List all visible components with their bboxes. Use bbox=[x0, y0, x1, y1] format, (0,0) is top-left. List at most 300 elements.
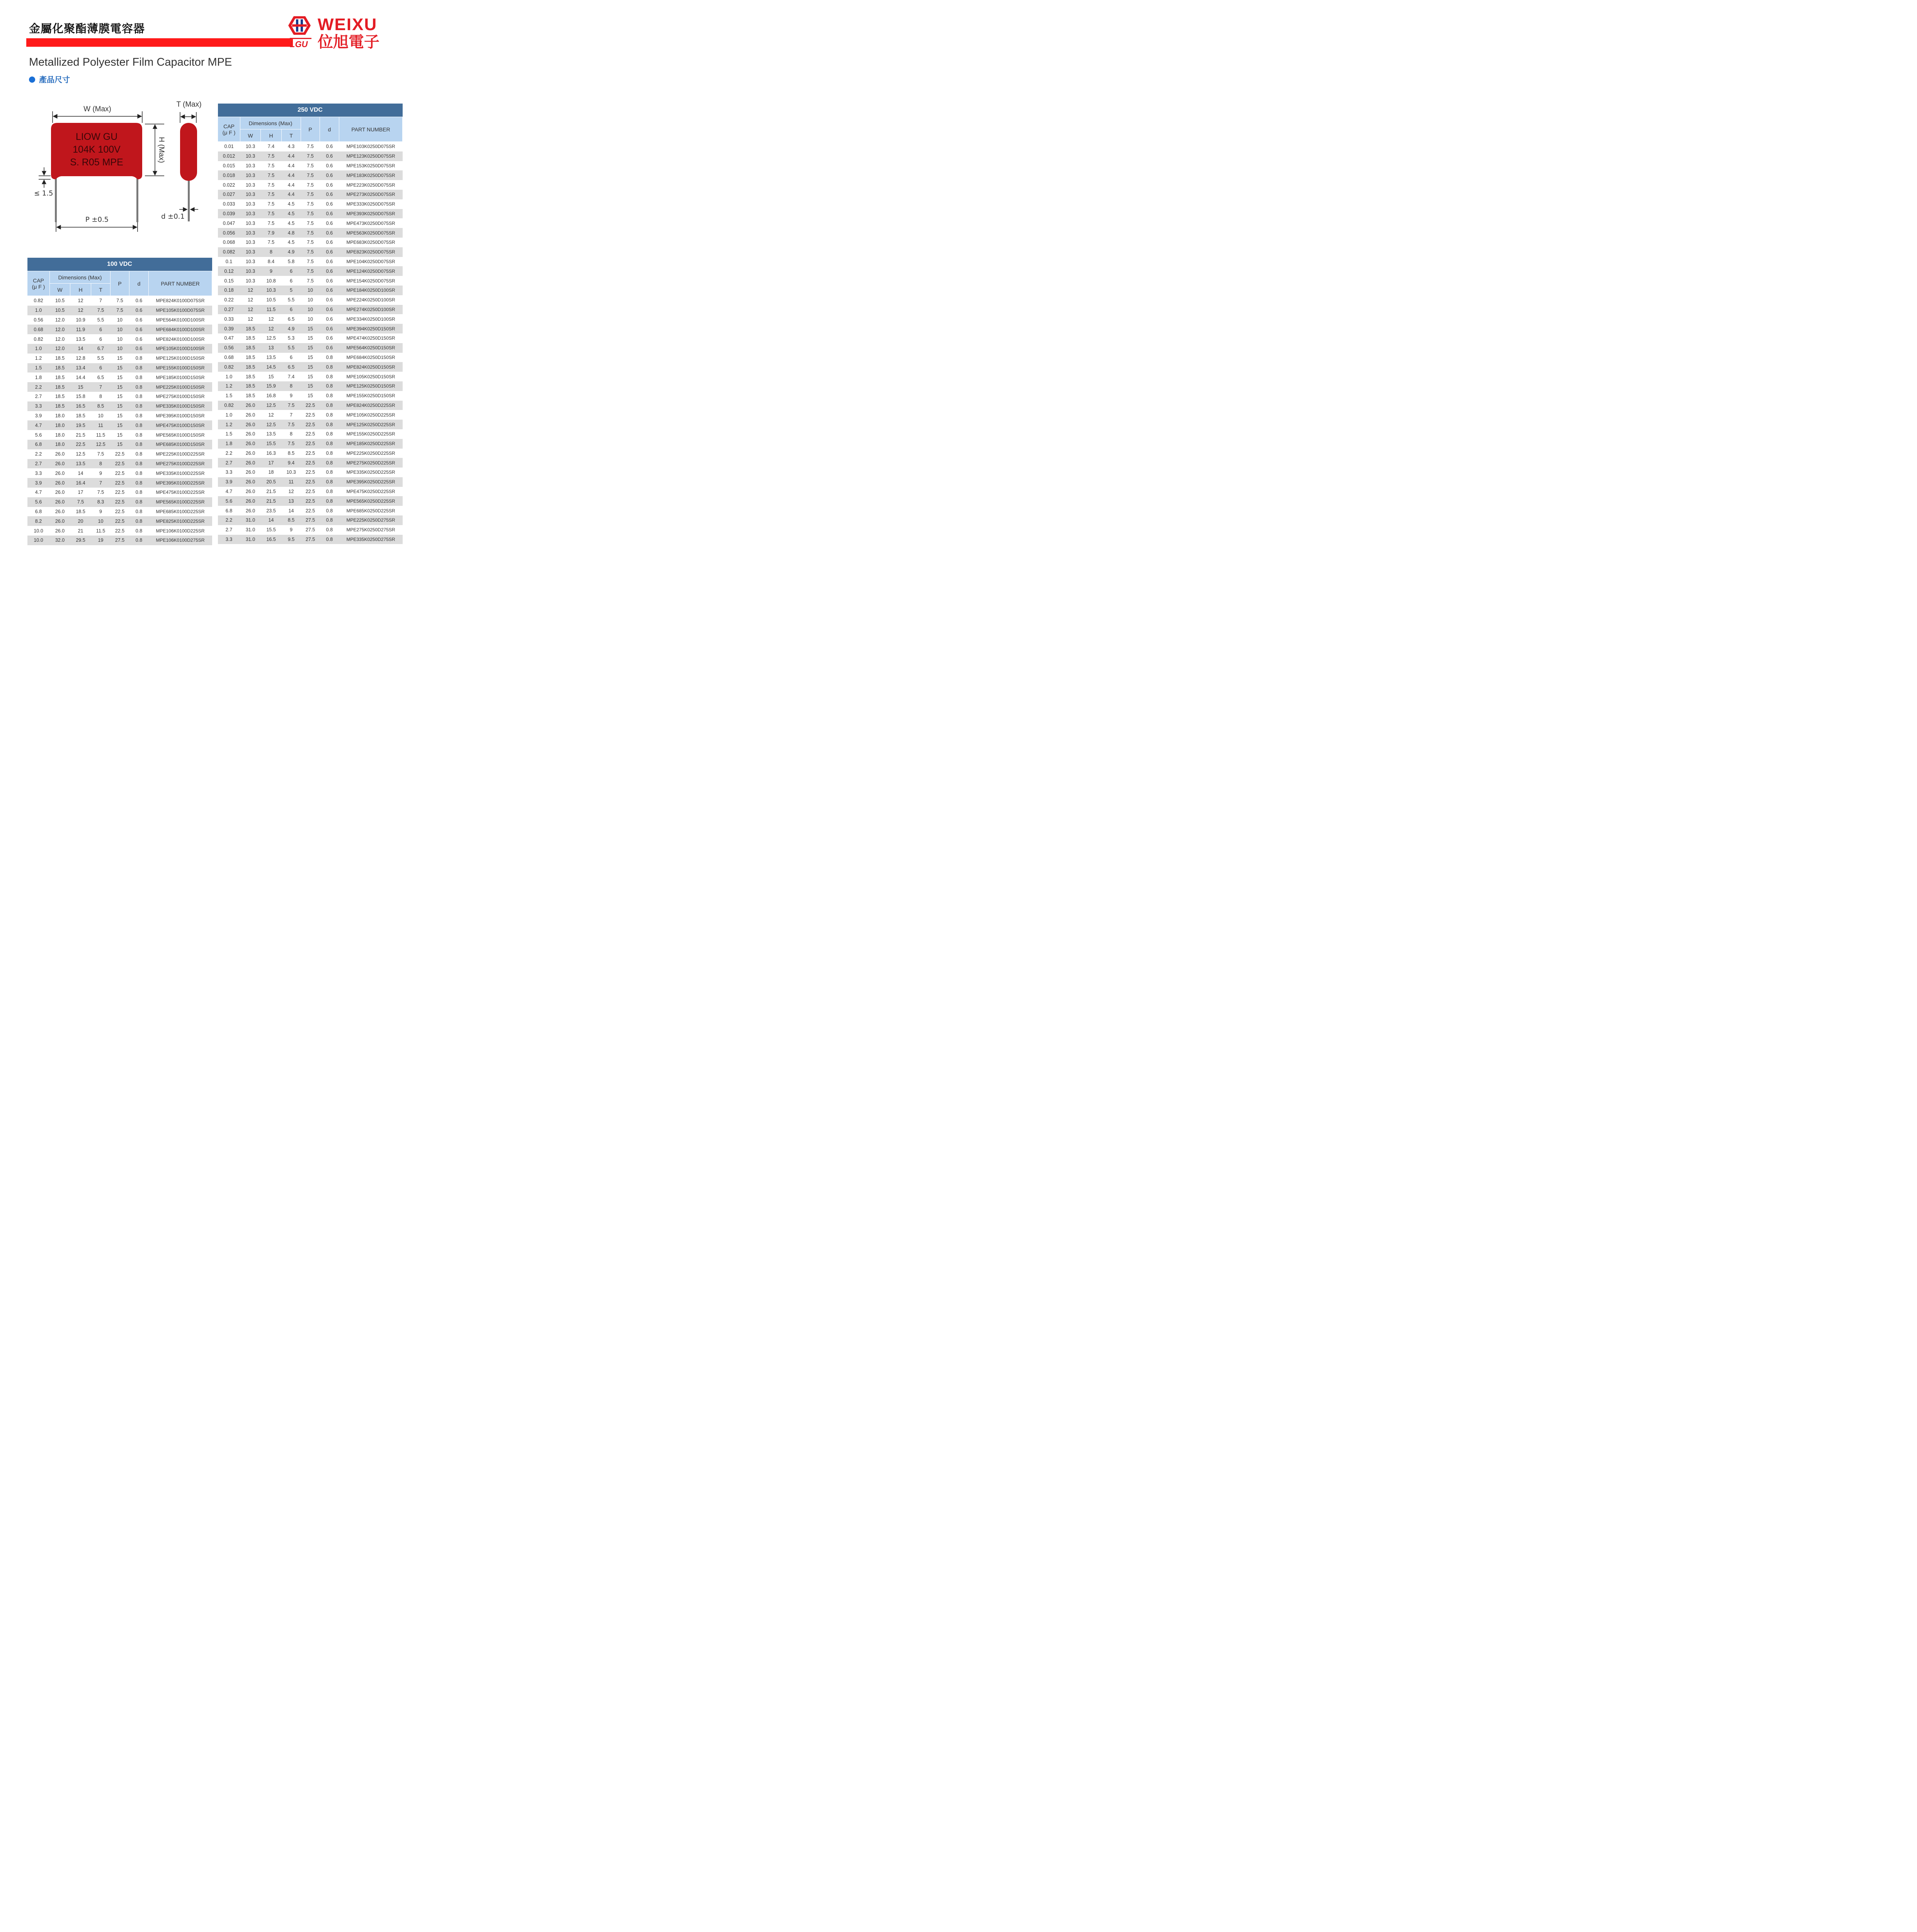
cell-d: 0.6 bbox=[320, 228, 339, 238]
cell-p: 27.5 bbox=[301, 525, 320, 535]
table-row bbox=[218, 420, 403, 429]
cell-cap: 1.2 bbox=[218, 420, 240, 429]
cell-t: 6 bbox=[282, 305, 301, 315]
table-row bbox=[218, 305, 403, 315]
cell-cap: 0.15 bbox=[218, 276, 240, 286]
cell-p: 15 bbox=[111, 440, 129, 449]
cell-d: 0.6 bbox=[320, 161, 339, 171]
cell-cap: 1.0 bbox=[218, 372, 240, 381]
cell-part-number: MPE564K0100D100SR bbox=[149, 315, 212, 325]
cell-t: 6.7 bbox=[91, 344, 111, 354]
cell-w: 12.0 bbox=[50, 315, 70, 325]
cell-h: 10.3 bbox=[261, 286, 282, 295]
capacitor-dimension-diagram bbox=[23, 97, 216, 243]
cell-d: 0.6 bbox=[320, 276, 339, 286]
cell-t: 9 bbox=[282, 525, 301, 535]
cell-p: 15 bbox=[301, 372, 320, 381]
cell-part-number: MPE155K0100D150SR bbox=[149, 363, 212, 373]
cell-h: 18.5 bbox=[70, 507, 91, 517]
cell-d: 0.6 bbox=[320, 314, 339, 324]
col-t: T bbox=[282, 129, 301, 142]
cell-part-number: MPE273K0250D075SR bbox=[339, 190, 403, 199]
body-line-3: S. R05 MPE bbox=[70, 157, 123, 168]
cell-d: 0.8 bbox=[129, 354, 149, 363]
cell-h: 13.4 bbox=[70, 363, 91, 373]
brand-cn: 位旭電子 bbox=[318, 33, 379, 49]
cell-t: 5.5 bbox=[282, 295, 301, 305]
col-p: P bbox=[301, 117, 320, 142]
cell-p: 7.5 bbox=[301, 170, 320, 180]
cell-d: 0.8 bbox=[129, 536, 149, 545]
table-row bbox=[27, 401, 212, 411]
cell-d: 0.6 bbox=[320, 199, 339, 209]
cell-w: 18.5 bbox=[240, 391, 261, 401]
cell-w: 18.5 bbox=[50, 392, 70, 401]
cell-w: 10.5 bbox=[50, 306, 70, 315]
cell-cap: 0.82 bbox=[27, 334, 50, 344]
cell-h: 16.4 bbox=[70, 478, 91, 488]
cell-h: 13.5 bbox=[70, 459, 91, 469]
weixu-logo bbox=[287, 14, 405, 49]
cell-p: 10 bbox=[301, 295, 320, 305]
cell-p: 15 bbox=[111, 411, 129, 421]
cell-t: 7 bbox=[91, 478, 111, 488]
cell-cap: 0.33 bbox=[218, 314, 240, 324]
cell-part-number: MPE103K0250D075SR bbox=[339, 142, 403, 151]
cell-t: 8.5 bbox=[91, 401, 111, 411]
cell-w: 10.3 bbox=[240, 266, 261, 276]
cell-w: 26.0 bbox=[240, 410, 261, 420]
cell-cap: 1.5 bbox=[218, 429, 240, 439]
cell-cap: 0.68 bbox=[27, 325, 50, 334]
cell-part-number: MPE474K0250D150SR bbox=[339, 333, 403, 343]
cell-h: 29.5 bbox=[70, 536, 91, 545]
cell-d: 0.8 bbox=[129, 488, 149, 497]
cell-cap: 0.1 bbox=[218, 257, 240, 267]
cell-d: 0.8 bbox=[320, 362, 339, 372]
cell-p: 15 bbox=[111, 401, 129, 411]
cell-h: 15.5 bbox=[261, 525, 282, 535]
cell-cap: 6.8 bbox=[27, 440, 50, 449]
cell-cap: 5.6 bbox=[218, 496, 240, 506]
cell-d: 0.8 bbox=[320, 535, 339, 544]
table-row bbox=[218, 410, 403, 420]
table-row bbox=[218, 142, 403, 151]
cell-d: 0.8 bbox=[129, 392, 149, 401]
cell-h: 16.5 bbox=[261, 535, 282, 544]
cell-t: 4.5 bbox=[282, 218, 301, 228]
table-title: 100 VDC bbox=[27, 258, 212, 271]
table-row bbox=[218, 209, 403, 219]
cell-t: 4.4 bbox=[282, 151, 301, 161]
table-row bbox=[218, 362, 403, 372]
cell-t: 4.9 bbox=[282, 324, 301, 333]
cell-part-number: MPE824K0100D075SR bbox=[149, 296, 212, 306]
cell-h: 7.5 bbox=[261, 161, 282, 171]
bullet-icon bbox=[29, 77, 35, 83]
cell-cap: 6.8 bbox=[27, 507, 50, 517]
cell-w: 10.5 bbox=[50, 296, 70, 306]
cell-t: 6 bbox=[91, 334, 111, 344]
cell-t: 6 bbox=[91, 363, 111, 373]
cell-h: 20 bbox=[70, 516, 91, 526]
cell-part-number: MPE155K0250D225SR bbox=[339, 429, 403, 439]
cell-part-number: MPE684K0100D100SR bbox=[149, 325, 212, 334]
cell-h: 13.5 bbox=[261, 353, 282, 362]
cell-cap: 3.3 bbox=[27, 468, 50, 478]
cell-w: 12.0 bbox=[50, 344, 70, 354]
cell-w: 26.0 bbox=[50, 468, 70, 478]
cell-d: 0.6 bbox=[320, 286, 339, 295]
cell-t: 5.8 bbox=[282, 257, 301, 267]
cell-t: 11 bbox=[282, 477, 301, 487]
cell-d: 0.8 bbox=[129, 401, 149, 411]
cell-d: 0.6 bbox=[129, 306, 149, 315]
table-row bbox=[27, 363, 212, 373]
cell-cap: 4.7 bbox=[27, 420, 50, 430]
cell-w: 10.3 bbox=[240, 161, 261, 171]
cell-t: 4.5 bbox=[282, 209, 301, 219]
table-row bbox=[218, 515, 403, 525]
cell-d: 0.8 bbox=[129, 507, 149, 517]
cell-w: 18.5 bbox=[240, 372, 261, 381]
cell-part-number: MPE105K0250D225SR bbox=[339, 410, 403, 420]
cell-p: 7.5 bbox=[301, 199, 320, 209]
cell-d: 0.8 bbox=[320, 391, 339, 401]
cell-cap: 1.8 bbox=[27, 372, 50, 382]
table-row bbox=[218, 477, 403, 487]
cell-part-number: MPE564K0250D150SR bbox=[339, 343, 403, 353]
cell-d: 0.8 bbox=[129, 516, 149, 526]
cell-part-number: MPE335K0100D225SR bbox=[149, 468, 212, 478]
cell-h: 11.9 bbox=[70, 325, 91, 334]
label-lead: ≤ 1.5 bbox=[34, 189, 53, 197]
table-row bbox=[218, 439, 403, 449]
cell-cap: 2.7 bbox=[218, 458, 240, 468]
cell-p: 15 bbox=[111, 354, 129, 363]
cell-t: 4.4 bbox=[282, 180, 301, 190]
table-row bbox=[27, 430, 212, 440]
col-dimensions: Dimensions (Max) bbox=[50, 271, 111, 284]
cell-h: 12 bbox=[261, 324, 282, 333]
cell-d: 0.8 bbox=[320, 420, 339, 429]
table-row bbox=[218, 314, 403, 324]
cell-part-number: MPE393K0250D075SR bbox=[339, 209, 403, 219]
table-row bbox=[27, 372, 212, 382]
cell-t: 6.5 bbox=[282, 314, 301, 324]
cell-w: 10.3 bbox=[240, 151, 261, 161]
col-w: W bbox=[50, 284, 70, 296]
cell-d: 0.6 bbox=[320, 333, 339, 343]
cell-part-number: MPE125K0250D225SR bbox=[339, 420, 403, 429]
label-p: P ±0.5 bbox=[85, 216, 109, 224]
label-d: d ±0.1 bbox=[161, 213, 185, 221]
cell-d: 0.6 bbox=[320, 257, 339, 267]
cell-p: 22.5 bbox=[301, 420, 320, 429]
cell-d: 0.8 bbox=[320, 372, 339, 381]
cell-part-number: MPE106K0100D225SR bbox=[149, 526, 212, 536]
cell-h: 12 bbox=[70, 296, 91, 306]
document-title: Metallized Polyester Film Capacitor MPE bbox=[29, 56, 232, 68]
cell-d: 0.8 bbox=[129, 420, 149, 430]
cell-p: 7.5 bbox=[111, 306, 129, 315]
table-row bbox=[218, 199, 403, 209]
cell-h: 14 bbox=[70, 468, 91, 478]
table-row bbox=[27, 478, 212, 488]
cell-h: 12.5 bbox=[261, 333, 282, 343]
cell-part-number: MPE394K0250D150SR bbox=[339, 324, 403, 333]
cell-p: 22.5 bbox=[111, 507, 129, 517]
cell-part-number: MPE105K0100D075SR bbox=[149, 306, 212, 315]
cell-t: 10 bbox=[91, 516, 111, 526]
cell-h: 14 bbox=[261, 515, 282, 525]
cell-cap: 1.8 bbox=[218, 439, 240, 449]
cell-h: 21 bbox=[70, 526, 91, 536]
cell-h: 7.5 bbox=[261, 151, 282, 161]
cell-cap: 10.0 bbox=[27, 536, 50, 545]
cell-w: 18.5 bbox=[240, 381, 261, 391]
cell-w: 26.0 bbox=[50, 507, 70, 517]
cell-h: 19.5 bbox=[70, 420, 91, 430]
table-row bbox=[218, 333, 403, 343]
cell-p: 22.5 bbox=[301, 429, 320, 439]
cell-p: 22.5 bbox=[301, 506, 320, 515]
cell-cap: 0.12 bbox=[218, 266, 240, 276]
cell-t: 12 bbox=[282, 487, 301, 497]
cell-d: 0.6 bbox=[320, 266, 339, 276]
cell-cap: 0.39 bbox=[218, 324, 240, 333]
cell-h: 7.9 bbox=[261, 228, 282, 238]
table-row bbox=[27, 344, 212, 354]
col-part-number: PART NUMBER bbox=[149, 271, 212, 296]
table-row bbox=[218, 506, 403, 515]
cell-d: 0.8 bbox=[129, 497, 149, 507]
cell-part-number: MPE683K0250D075SR bbox=[339, 238, 403, 247]
cell-part-number: MPE334K0250D100SR bbox=[339, 314, 403, 324]
cell-part-number: MPE225K0100D225SR bbox=[149, 449, 212, 459]
table-250vdc bbox=[218, 104, 403, 544]
table-row bbox=[27, 420, 212, 430]
col-t: T bbox=[91, 284, 111, 296]
cell-w: 31.0 bbox=[240, 535, 261, 544]
table-row bbox=[27, 507, 212, 517]
cell-cap: 0.47 bbox=[218, 333, 240, 343]
table-row bbox=[218, 161, 403, 171]
cell-p: 15 bbox=[301, 324, 320, 333]
cell-part-number: MPE225K0250D275SR bbox=[339, 515, 403, 525]
cell-w: 12 bbox=[240, 286, 261, 295]
cell-d: 0.6 bbox=[129, 344, 149, 354]
cell-p: 7.5 bbox=[301, 151, 320, 161]
cell-cap: 1.0 bbox=[27, 306, 50, 315]
cell-part-number: MPE335K0250D225SR bbox=[339, 468, 403, 477]
capacitor-front-view bbox=[51, 123, 142, 222]
cell-part-number: MPE684K0250D150SR bbox=[339, 353, 403, 362]
cell-h: 7.5 bbox=[70, 497, 91, 507]
cell-p: 22.5 bbox=[301, 410, 320, 420]
table-row bbox=[218, 238, 403, 247]
cell-t: 6 bbox=[91, 325, 111, 334]
cell-p: 22.5 bbox=[301, 439, 320, 449]
cell-w: 10.3 bbox=[240, 180, 261, 190]
cell-h: 7.5 bbox=[261, 238, 282, 247]
cell-part-number: MPE183K0250D075SR bbox=[339, 170, 403, 180]
cell-w: 26.0 bbox=[50, 526, 70, 536]
cell-t: 4.5 bbox=[282, 199, 301, 209]
cell-w: 26.0 bbox=[50, 459, 70, 469]
table-row bbox=[218, 353, 403, 362]
cell-t: 7.5 bbox=[282, 439, 301, 449]
cell-part-number: MPE395K0100D150SR bbox=[149, 411, 212, 421]
cell-t: 8 bbox=[91, 459, 111, 469]
cell-cap: 1.2 bbox=[218, 381, 240, 391]
cell-d: 0.6 bbox=[320, 170, 339, 180]
cell-d: 0.8 bbox=[129, 440, 149, 449]
cell-part-number: MPE154K0250D075SR bbox=[339, 276, 403, 286]
cell-cap: 1.0 bbox=[218, 410, 240, 420]
cell-p: 7.5 bbox=[301, 209, 320, 219]
cell-t: 6 bbox=[282, 266, 301, 276]
cell-w: 26.0 bbox=[240, 420, 261, 429]
cell-part-number: MPE225K0100D150SR bbox=[149, 382, 212, 392]
lgu-emblem-icon bbox=[288, 16, 311, 35]
table-row bbox=[27, 296, 212, 306]
cell-h: 7.4 bbox=[261, 142, 282, 151]
table-row bbox=[218, 535, 403, 544]
table-row bbox=[218, 151, 403, 161]
cell-t: 5 bbox=[282, 286, 301, 295]
cell-t: 7.5 bbox=[91, 449, 111, 459]
cell-t: 6.5 bbox=[91, 372, 111, 382]
datasheet-page bbox=[0, 0, 426, 602]
cell-cap: 0.018 bbox=[218, 170, 240, 180]
cell-h: 21.5 bbox=[70, 430, 91, 440]
table-row bbox=[218, 343, 403, 353]
cell-t: 10.3 bbox=[282, 468, 301, 477]
cell-part-number: MPE105K0250D150SR bbox=[339, 372, 403, 381]
cell-d: 0.6 bbox=[320, 343, 339, 353]
cell-cap: 0.82 bbox=[218, 401, 240, 410]
cell-cap: 1.5 bbox=[27, 363, 50, 373]
cell-t: 13 bbox=[282, 496, 301, 506]
cell-part-number: MPE824K0250D150SR bbox=[339, 362, 403, 372]
cell-t: 4.9 bbox=[282, 247, 301, 257]
cell-w: 18.5 bbox=[50, 354, 70, 363]
cell-d: 0.8 bbox=[320, 506, 339, 515]
cell-cap: 2.7 bbox=[218, 525, 240, 535]
cell-p: 15 bbox=[301, 362, 320, 372]
cell-part-number: MPE275K0250D225SR bbox=[339, 458, 403, 468]
cell-w: 10.3 bbox=[240, 199, 261, 209]
cell-part-number: MPE565K0250D225SR bbox=[339, 496, 403, 506]
cell-t: 9 bbox=[91, 507, 111, 517]
cell-t: 9.5 bbox=[282, 535, 301, 544]
table-row bbox=[218, 218, 403, 228]
cell-w: 26.0 bbox=[240, 468, 261, 477]
cell-w: 26.0 bbox=[50, 478, 70, 488]
cell-cap: 6.8 bbox=[218, 506, 240, 515]
cell-h: 7.5 bbox=[261, 199, 282, 209]
cell-p: 22.5 bbox=[301, 458, 320, 468]
cell-p: 10 bbox=[111, 334, 129, 344]
cell-p: 7.5 bbox=[301, 180, 320, 190]
cell-p: 22.5 bbox=[301, 487, 320, 497]
cell-d: 0.8 bbox=[320, 401, 339, 410]
cell-d: 0.8 bbox=[129, 478, 149, 488]
cell-d: 0.8 bbox=[320, 449, 339, 458]
cell-part-number: MPE685K0100D150SR bbox=[149, 440, 212, 449]
table-row bbox=[218, 381, 403, 391]
cell-h: 23.5 bbox=[261, 506, 282, 515]
cell-cap: 0.068 bbox=[218, 238, 240, 247]
table-row bbox=[27, 411, 212, 421]
cell-w: 10.3 bbox=[240, 190, 261, 199]
cell-p: 7.5 bbox=[301, 142, 320, 151]
cell-w: 10.3 bbox=[240, 218, 261, 228]
table-row bbox=[27, 306, 212, 315]
capacitor-side-view bbox=[180, 123, 197, 221]
cell-t: 8 bbox=[91, 392, 111, 401]
cell-p: 7.5 bbox=[301, 190, 320, 199]
cell-d: 0.6 bbox=[129, 334, 149, 344]
table-row bbox=[27, 392, 212, 401]
cell-part-number: MPE155K0250D150SR bbox=[339, 391, 403, 401]
cell-w: 26.0 bbox=[240, 496, 261, 506]
cell-t: 7.5 bbox=[282, 420, 301, 429]
lgu-label: LGU bbox=[290, 39, 308, 49]
cell-h: 16.5 bbox=[70, 401, 91, 411]
body-line-1: LIOW GU bbox=[75, 131, 118, 142]
table-row bbox=[218, 391, 403, 401]
cell-p: 10 bbox=[111, 325, 129, 334]
cell-h: 16.3 bbox=[261, 449, 282, 458]
cell-part-number: MPE475K0100D150SR bbox=[149, 420, 212, 430]
table-row bbox=[27, 354, 212, 363]
cell-h: 7.5 bbox=[261, 209, 282, 219]
cell-t: 8 bbox=[282, 429, 301, 439]
cell-cap: 0.015 bbox=[218, 161, 240, 171]
cell-part-number: MPE475K0100D225SR bbox=[149, 488, 212, 497]
cell-part-number: MPE275K0100D225SR bbox=[149, 459, 212, 469]
cell-cap: 0.033 bbox=[218, 199, 240, 209]
cell-cap: 0.56 bbox=[27, 315, 50, 325]
cell-t: 5.5 bbox=[282, 343, 301, 353]
cell-part-number: MPE333K0250D075SR bbox=[339, 199, 403, 209]
cell-h: 21.5 bbox=[261, 496, 282, 506]
cell-d: 0.8 bbox=[320, 487, 339, 497]
cell-w: 10.3 bbox=[240, 257, 261, 267]
cell-t: 5.5 bbox=[91, 315, 111, 325]
cell-h: 15.8 bbox=[70, 392, 91, 401]
table-row bbox=[27, 526, 212, 536]
cell-p: 22.5 bbox=[111, 488, 129, 497]
cell-cap: 0.18 bbox=[218, 286, 240, 295]
cell-p: 15 bbox=[301, 343, 320, 353]
table-row bbox=[27, 334, 212, 344]
cell-part-number: MPE825K0100D225SR bbox=[149, 516, 212, 526]
cell-d: 0.8 bbox=[320, 477, 339, 487]
cell-h: 20.5 bbox=[261, 477, 282, 487]
cell-h: 12.5 bbox=[261, 401, 282, 410]
table-row bbox=[218, 449, 403, 458]
cell-p: 22.5 bbox=[111, 468, 129, 478]
cell-p: 7.5 bbox=[301, 257, 320, 267]
table-row bbox=[218, 525, 403, 535]
cell-w: 12 bbox=[240, 295, 261, 305]
cell-cap: 2.7 bbox=[27, 459, 50, 469]
table-title: 250 VDC bbox=[218, 104, 403, 117]
cell-w: 10.3 bbox=[240, 170, 261, 180]
